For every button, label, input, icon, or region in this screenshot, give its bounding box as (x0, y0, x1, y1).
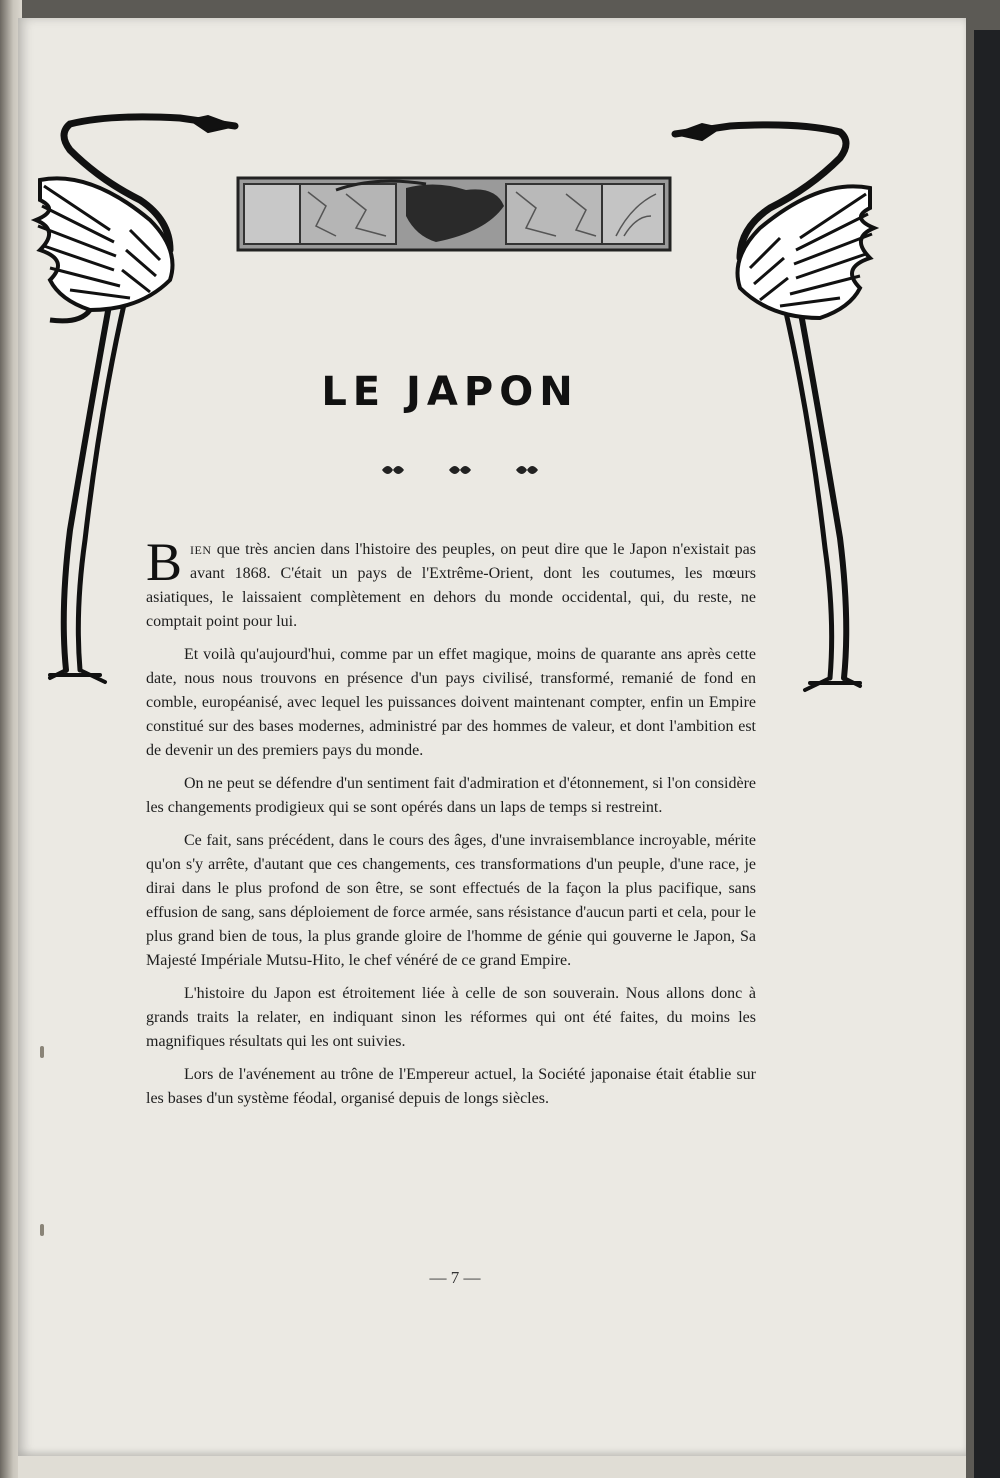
paragraph: Ce fait, sans précédent, dans le cours des âges, d'une invraisemblance incroyable, mérite qu'on s'y arrête, d'autant que ces changements, ces transformations d'un peuple, d'une race, je dirai dans le plus profond de son être, se sont effectués de la façon la plus pacifique, sans effusion de sang, sans déploiement de force armée, sans résistance d'aucun parti et cela, pour le plus grand bien de tous, la plus grande gloire de l'homme de génie qui gouverne le Japon, Sa Majesté Impériale Mutsu-Hito, le chef vénéré de ce grand Empire. (146, 832, 756, 969)
decorative-banner-panel (236, 176, 672, 252)
article-body (146, 532, 756, 1120)
book-binding (974, 30, 1000, 1478)
paragraph: Lors de l'avénement au trône de l'Empereur actuel, la Société japonaise était établie sur les bases d'un système féodal, organisé depuis de longs siècles. (146, 1066, 756, 1107)
paragraph: L'histoire du Japon est étroitement liée à celle de son souverain. Nous allons donc à grands traits la relater, en indiquant sinon les réformes qui ont été faites, du moins les magnifiques résultats qui les ont suivies. (146, 985, 756, 1050)
ornament-row (380, 460, 540, 482)
fleuron-icon (514, 460, 540, 480)
fleuron-icon (380, 460, 406, 480)
paragraph (146, 532, 756, 634)
paragraph: Et voilà qu'aujourd'hui, comme par un effet magique, moins de quarante ans après cette date, nous nous trouvons en présence d'un pays civilisé, transformé, remanié de fond en comble, européanisé, avec lequel les puissances doivent maintenant compter, enfin un Empire constitué sur des bases modernes, administré par des hommes de valeur, et dont l'ambition est de devenir un des premiers pays du monde. (146, 646, 756, 759)
drop-cap: B (146, 532, 183, 592)
paper-mark (40, 1224, 44, 1236)
page-number: — 7 — (429, 1268, 481, 1287)
paper-mark (40, 1046, 44, 1058)
paragraph: On ne peut se défendre d'un sentiment fait d'admiration et d'étonnement, si l'on considère les changements prodigieux qui se sont opérés dans un laps de temps si restreint. (146, 775, 756, 816)
fleuron-icon (447, 460, 473, 480)
page-title: LE JAPON (321, 369, 579, 415)
paragraph-text: que très ancien dans l'histoire des peuples, on peut dire que le Japon n'existait pas avant 1868. C'était un pays de l'Extrême-Orient, dont les coutumes, les mœurs asiatiques, le laissaient complètement en dehors du monde occidental, qui, du reste, ne comptait point pour lui. (146, 541, 756, 630)
first-word-smallcaps: IEN (190, 543, 212, 557)
